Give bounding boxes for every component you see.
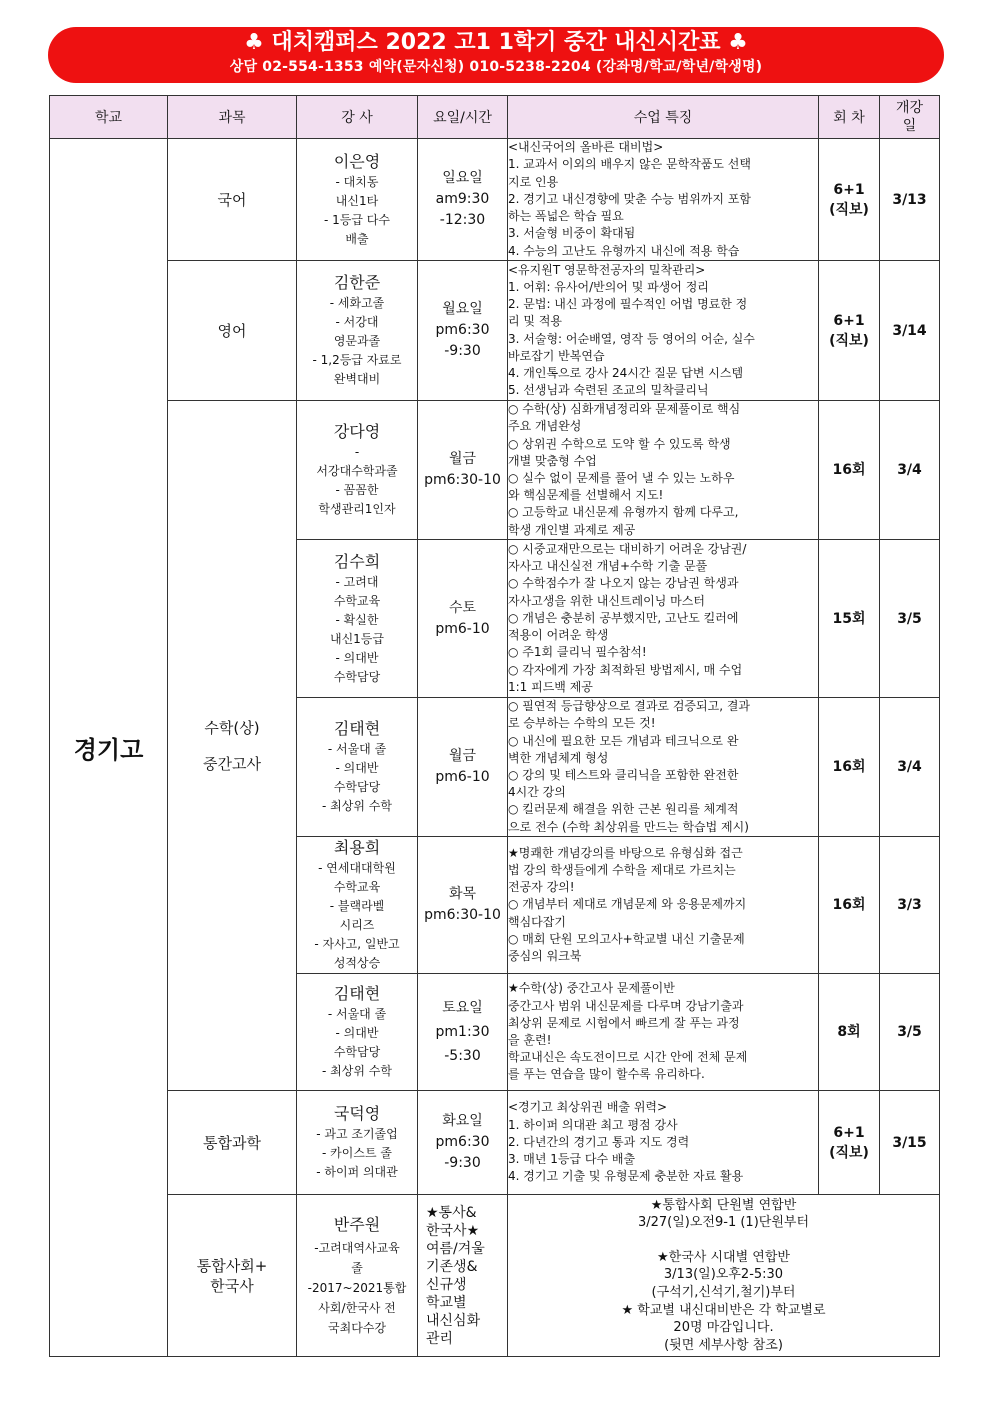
teacher-info: 수학교육 — [333, 593, 381, 608]
start-date: 3/15 — [880, 1091, 940, 1195]
feature-line: 바로잡기 반복연습 — [508, 348, 605, 363]
feature-line — [508, 1232, 939, 1249]
teacher-info: -고려대역사교육 — [314, 1240, 400, 1255]
teacher-cell — [297, 401, 418, 540]
teacher-name: 이은영 — [333, 151, 381, 171]
teacher-name: 국덕영 — [333, 1104, 381, 1123]
teacher-cell — [297, 1091, 418, 1195]
teacher-cell — [297, 261, 418, 401]
feature-line: (구석기,신석기,철기)부터 — [651, 1285, 796, 1300]
feature-line: 핵심다잡기 — [508, 914, 566, 929]
teacher-info: - 연세대대학원 — [318, 861, 396, 875]
header-sessions: 회 차 — [819, 96, 880, 139]
teacher-info: -2017~2021통합 — [307, 1280, 407, 1295]
feature-line: 2. 다년간의 경기고 통과 지도 경력 — [508, 1134, 690, 1149]
teacher-name: 김한준 — [333, 273, 381, 292]
feature-line: 20명 마감입니다. — [673, 1320, 774, 1336]
class-time: 월요일 pm6:30 -9:30 — [418, 261, 508, 401]
teacher-info: 졸 — [351, 1260, 363, 1275]
start-date: 3/13 — [880, 139, 940, 261]
class-time: 화요일 pm6:30 -9:30 — [418, 1091, 508, 1195]
teacher-info: - 자사고, 일반고 — [314, 937, 400, 951]
teacher-info: 내신1등급 — [329, 631, 384, 646]
teacher-info: - 의대반 — [335, 761, 379, 775]
feature-line: 자사고생을 위한 내신트레이닝 마스터 — [508, 593, 705, 608]
feature-line: 3/27(일)오전9-1 (1)단원부터 — [637, 1215, 810, 1231]
feature-line: ★통합사회 단원별 연합반 — [650, 1197, 797, 1213]
class-features — [508, 837, 819, 974]
feature-line: 개별 맞춤형 수업 — [508, 453, 597, 468]
feature-line: 3. 서술형: 어순배열, 영작 등 영어의 어순, 실수 — [508, 331, 755, 346]
feature-line: 1:1 피드백 제공 — [508, 679, 593, 694]
teacher-info: 학생관리1인자 — [318, 502, 396, 516]
start-date: 3/5 — [880, 540, 940, 698]
feature-line: 중간고사 범위 내신문제를 다루며 강남기출과 — [508, 998, 744, 1013]
feature-line: ○ 필연적 등급향상으로 결과로 검증되고, 결과 — [508, 699, 751, 714]
teacher-info: 수학담당 — [333, 669, 381, 684]
start-date: 3/5 — [880, 974, 940, 1091]
feature-line: 3. 서술형 비중이 확대됨 — [508, 226, 636, 241]
teacher-info: 수학교육 — [333, 880, 381, 894]
teacher-info: 수학담당 — [333, 1045, 381, 1059]
feature-line: 최상위 문제로 시험에서 빠르게 잘 푸는 과정 — [508, 1015, 740, 1030]
teacher-name: 김태현 — [333, 719, 381, 738]
class-features — [508, 1091, 819, 1195]
feature-line: <내신국어의 올바른 대비법> — [508, 140, 664, 155]
table-row — [50, 401, 940, 540]
feature-line: 와 핵심문제를 선별해서 지도! — [508, 488, 664, 503]
teacher-info: 완벽대비 — [333, 372, 381, 386]
teacher-info: 수학담당 — [333, 780, 381, 794]
header-features: 수업 특징 — [508, 96, 819, 139]
feature-line: 2. 경기고 내신경향에 맞춘 수능 범위까지 포함 — [508, 191, 751, 206]
subject-social: 통합사회+ 한국사 — [168, 1195, 297, 1357]
class-time: 화목 pm6:30-10 — [418, 837, 508, 974]
header-time: 요일/시간 — [418, 96, 508, 139]
header-start: 개강 일 — [880, 96, 940, 139]
teacher-name: 최용희 — [333, 838, 381, 857]
table-row — [50, 139, 940, 261]
class-time: 토요일 pm1:30 -5:30 — [418, 974, 508, 1091]
session-count: 15회 — [819, 540, 880, 698]
session-count: 8회 — [819, 974, 880, 1091]
feature-line: ○ 상위권 수학으로 도약 할 수 있도록 학생 — [508, 436, 731, 451]
feature-line: 벽한 개념체계 형성 — [508, 750, 609, 765]
feature-line: ○ 킬러문제 해결을 위한 근본 원리를 체계적 — [508, 802, 739, 817]
feature-line: ○ 실수 없이 문제를 풀어 낼 수 있는 노하우 — [508, 471, 735, 485]
teacher-info: 영문과졸 — [333, 334, 381, 348]
session-count: 16회 — [819, 401, 880, 540]
table-row — [50, 1091, 940, 1195]
teacher-info: - 서울대 졸 — [327, 742, 387, 756]
teacher-info: - 세화고졸 — [329, 296, 385, 310]
feature-line: 전공자 강의! — [508, 880, 575, 895]
header-subject: 과목 — [168, 96, 297, 139]
feature-line: ★한국사 시대별 연합반 — [657, 1249, 790, 1265]
teacher-info: - 카이스트 졸 — [322, 1146, 392, 1160]
teacher-cell — [297, 837, 418, 974]
class-features — [508, 974, 819, 1091]
feature-line: 5. 선생님과 숙련된 조교의 밀착클리닉 — [508, 383, 709, 398]
feature-line: 학생 개인별 과제로 제공 — [508, 522, 636, 537]
teacher-info: - 과고 조기졸업 — [316, 1127, 398, 1141]
feature-line: 중심의 워크북 — [508, 949, 582, 963]
teacher-info: 국최다수강 — [328, 1320, 386, 1335]
feature-line: ★수학(상) 중간고사 문제풀이반 — [508, 981, 675, 996]
feature-line: 1. 어휘: 유사어/반의어 및 파생어 정리 — [508, 279, 709, 294]
subject-korean: 국어 — [168, 139, 297, 261]
class-features — [508, 698, 819, 837]
session-count: 6+1 (직보) — [819, 1091, 880, 1195]
feature-line: 3. 매년 1등급 다수 배출 — [508, 1152, 636, 1167]
class-features — [508, 401, 819, 540]
teacher-name: 반주원 — [333, 1214, 381, 1234]
teacher-info: 사회/한국사 전 — [318, 1300, 396, 1315]
teacher-cell — [297, 139, 418, 261]
session-count: 6+1 (직보) — [819, 261, 880, 401]
feature-line: 법 강의 학생들에게 수학을 제대로 가르치는 — [508, 862, 736, 877]
teacher-info: - 블랙라벨 — [329, 899, 385, 913]
feature-line: 를 푸는 연습을 많이 할수록 유리하다. — [508, 1067, 705, 1082]
teacher-info: - 의대반 — [335, 1026, 379, 1040]
subject-english: 영어 — [168, 261, 297, 401]
feature-line: ○ 매회 단원 모의고사+학교별 내신 기출문제 — [508, 931, 745, 946]
teacher-info: - 서울대 졸 — [327, 1007, 387, 1021]
class-time: 월금 pm6:30-10 — [418, 401, 508, 540]
feature-line: 하는 폭넓은 학습 필요 — [508, 209, 624, 224]
teacher-info: 서강대수학과졸 — [316, 464, 398, 478]
teacher-info: - 꼼꼼한 — [335, 483, 379, 497]
class-features — [508, 1195, 940, 1357]
feature-line: 로 승부하는 수학의 모든 것! — [508, 716, 656, 731]
teacher-name: 강다영 — [333, 422, 381, 441]
teacher-info: - 최상위 수학 — [322, 799, 392, 813]
session-count: 16회 — [819, 837, 880, 974]
teacher-info: - 고려대 — [335, 574, 379, 589]
feature-line: ○ 주1회 클리닉 필수참석! — [508, 645, 647, 660]
subject-math: 수학(상) 중간고사 — [168, 401, 297, 1091]
title-banner — [48, 27, 944, 83]
table-row — [50, 261, 940, 401]
teacher-cell — [297, 974, 418, 1091]
feature-line: ○ 개념은 충분히 공부했지만, 고난도 킬러에 — [508, 610, 739, 625]
class-features — [508, 139, 819, 261]
feature-line: 2. 문법: 내신 과정에 필수적인 어법 명료한 정 — [508, 297, 748, 312]
teacher-info: - 의대반 — [335, 650, 379, 665]
feature-line: 1. 교과서 이외의 배우지 않은 문학작품도 선택 — [508, 157, 751, 172]
feature-line: 자사고 내신실전 개념+수학 기출 문풀 — [508, 559, 708, 574]
teacher-info: 성적상승 — [333, 956, 381, 970]
feature-line: 리 및 적용 — [508, 314, 562, 329]
subject-science: 통합과학 — [168, 1091, 297, 1195]
feature-line: 으로 전수 (수학 최상위를 만드는 학습법 제시) — [508, 819, 749, 834]
header-teacher: 강 사 — [297, 96, 418, 139]
feature-line: 주요 개념완성 — [508, 419, 582, 434]
teacher-info: 시리즈 — [339, 918, 375, 932]
timetable — [49, 95, 940, 1357]
class-features — [508, 540, 819, 698]
feature-line: 3/13(일)오후2-5:30 — [663, 1267, 784, 1283]
feature-line: 4. 개인톡으로 강사 24시간 질문 답변 시스템 — [508, 365, 744, 380]
feature-line: <경기고 최상위권 배출 위력> — [508, 1100, 668, 1115]
feature-line: ○ 시중교재만으로는 대비하기 어려운 강남권/ — [508, 542, 747, 557]
feature-line: 1. 하이퍼 의대관 최고 평점 강사 — [508, 1117, 678, 1132]
teacher-info: 내신1타 — [335, 193, 379, 208]
header-row — [50, 96, 940, 139]
feature-line: ○ 내신에 필요한 모든 개념과 테크닉으로 완 — [508, 733, 739, 748]
teacher-info: - 서강대 — [335, 315, 379, 329]
feature-line: 학교내신은 속도전이므로 시간 안에 전체 문제 — [508, 1050, 748, 1065]
teacher-cell — [297, 698, 418, 837]
teacher-name: 김태현 — [333, 984, 381, 1003]
feature-line: ★명쾌한 개념강의를 바탕으로 유형심화 접근 — [508, 845, 743, 860]
feature-line: 4. 수능의 고난도 유형까지 내신에 적용 학습 — [508, 243, 740, 258]
class-time: 수토 pm6-10 — [418, 540, 508, 698]
page-title: ♣ 대치캠퍼스 2022 고1 1학기 중간 내신시간표 ♣ — [244, 30, 748, 55]
class-time: 월금 pm6-10 — [418, 698, 508, 837]
feature-line: <유지원T 영문학전공자의 밀착관리> — [508, 262, 706, 277]
start-date: 3/4 — [880, 401, 940, 540]
feature-line: 4. 경기고 기출 및 유형문제 충분한 자료 활용 — [508, 1169, 744, 1184]
feature-line: ○ 수학점수가 잘 나오지 않는 강남권 학생과 — [508, 576, 739, 591]
school-name: 경기고 — [50, 139, 168, 1357]
feature-line: 4시간 강의 — [508, 785, 566, 800]
teacher-info: - 최상위 수학 — [322, 1064, 392, 1078]
feature-line: 지로 인용 — [508, 174, 559, 189]
teacher-info: - 1,2등급 자료로 — [312, 353, 402, 367]
teacher-info: 배출 — [345, 231, 369, 246]
feature-line: ○ 개념부터 제대로 개념문제 와 응용문제까지 — [508, 897, 747, 912]
feature-line: ○ 고등학교 내신문제 유형까지 함께 다루고, — [508, 505, 739, 520]
teacher-info: - 하이퍼 의대관 — [316, 1165, 398, 1179]
start-date: 3/3 — [880, 837, 940, 974]
session-count: 6+1 (직보) — [819, 139, 880, 261]
table-row — [50, 1195, 940, 1357]
feature-line: ○ 각자에게 가장 최적화된 방법제시, 매 수업 — [508, 662, 743, 677]
teacher-info: - — [354, 445, 360, 459]
feature-line: (뒷면 세부사항 참조) — [664, 1337, 783, 1353]
feature-line: ○ 강의 및 테스트와 클리닉을 포함한 완전한 — [508, 768, 739, 782]
teacher-name: 김수희 — [333, 551, 381, 571]
teacher-cell — [297, 1195, 418, 1357]
feature-line: 을 훈련! — [508, 1033, 552, 1047]
teacher-info: - 확실한 — [335, 612, 379, 627]
start-date: 3/14 — [880, 261, 940, 401]
teacher-cell — [297, 540, 418, 698]
feature-line: 적용이 어려운 학생 — [508, 628, 609, 643]
contact-line: 상담 02-554-1353 예약(문자신청) 010-5238-2204 (강좌명/학교/학년/학생명) — [229, 59, 763, 75]
feature-line: ★ 학교별 내신대비반은 각 학교별로 — [621, 1302, 826, 1318]
session-count: 16회 — [819, 698, 880, 837]
class-time: 일요일 am9:30 -12:30 — [418, 139, 508, 261]
teacher-info: - 대치동 — [335, 174, 379, 189]
class-time: ★통사& 한국사★ 여름/겨울 기존생& 신규생 학교별 내신심화 관리 — [418, 1195, 508, 1357]
feature-line: ○ 수학(상) 심화개념정리와 문제풀이로 핵심 — [508, 402, 741, 417]
teacher-info: - 1등급 다수 — [324, 212, 390, 227]
header-school: 학교 — [50, 96, 168, 139]
start-date: 3/4 — [880, 698, 940, 837]
class-features — [508, 261, 819, 401]
